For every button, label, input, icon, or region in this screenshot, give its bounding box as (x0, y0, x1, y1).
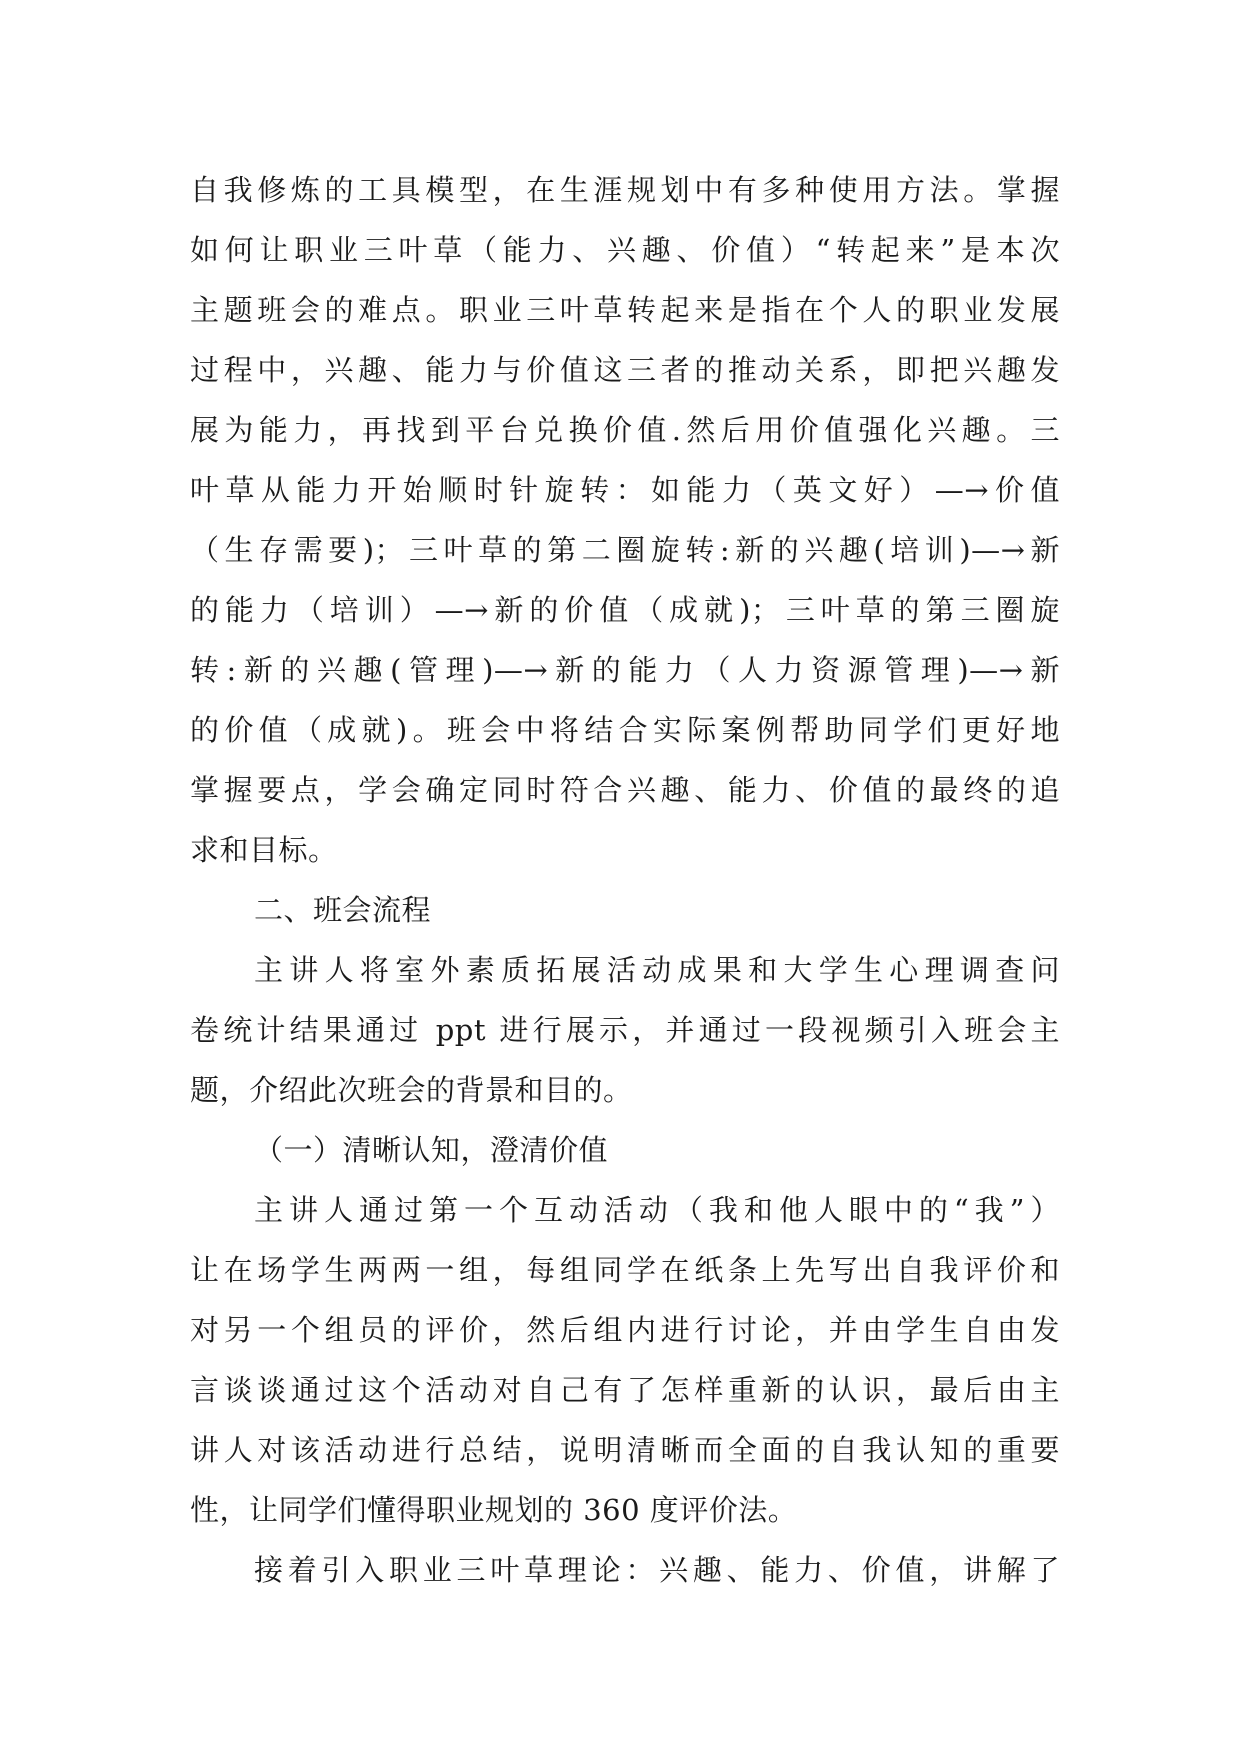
text-line: 过程中，兴趣、能力与价值这三者的推动关系，即把兴趣发 (190, 353, 1060, 387)
text-line: 自我修炼的工具模型，在生涯规划中有多种使用方法。掌握 (190, 173, 1060, 207)
text-line: 让在场学生两两一组，每组同学在纸条上先写出自我评价和 (190, 1253, 1060, 1287)
text-line: 对另一个组员的评价，然后组内进行讨论，并由学生自由发 (190, 1313, 1060, 1347)
text-line: 展为能力，再找到平台兑换价值.然后用价值强化兴趣。三 (190, 413, 1060, 447)
text-line: 主题班会的难点。职业三叶草转起来是指在个人的职业发展 (190, 293, 1060, 327)
text-line: 接着引入职业三叶草理论：兴趣、能力、价值，讲解了 (254, 1553, 1060, 1587)
body-text (190, 160, 1060, 1600)
text-line: 的价值（成就)。班会中将结合实际案例帮助同学们更好地 (190, 713, 1060, 747)
text-line: 如何让职业三叶草（能力、兴趣、价值）“转起来”是本次 (190, 233, 1060, 267)
section-heading: 二、班会流程 (254, 893, 432, 927)
text-line: 卷统计结果通过 ppt 进行展示，并通过一段视频引入班会主 (190, 1013, 1060, 1047)
text-line: 性，让同学们懂得职业规划的 360 度评价法。 (190, 1493, 798, 1527)
text-line: 的能力（培训）—→新的价值（成就)；三叶草的第三圈旋 (190, 593, 1060, 627)
subsection-heading: （一）清晰认知，澄清价值 (254, 1133, 609, 1167)
text-line: 转:新的兴趣(管理)—→新的能力（人力资源管理)—→新 (190, 653, 1060, 687)
text-line: （生存需要)；三叶草的第二圈旋转:新的兴趣(培训)—→新 (190, 533, 1060, 567)
text-line: 题，介绍此次班会的背景和目的。 (190, 1073, 633, 1107)
text-line: 叶草从能力开始顺时针旋转：如能力（英文好）—→价值 (190, 473, 1060, 507)
text-line: 求和目标。 (190, 833, 338, 867)
text-line: 掌握要点，学会确定同时符合兴趣、能力、价值的最终的追 (190, 773, 1060, 807)
text-line: 主讲人通过第一个互动活动（我和他人眼中的“我”） (254, 1193, 1060, 1227)
text-line: 言谈谈通过这个活动对自己有了怎样重新的认识，最后由主 (190, 1373, 1060, 1407)
text-line: 讲人对该活动进行总结，说明清晰而全面的自我认知的重要 (190, 1433, 1060, 1467)
text-line: 主讲人将室外素质拓展活动成果和大学生心理调查问 (254, 953, 1060, 987)
